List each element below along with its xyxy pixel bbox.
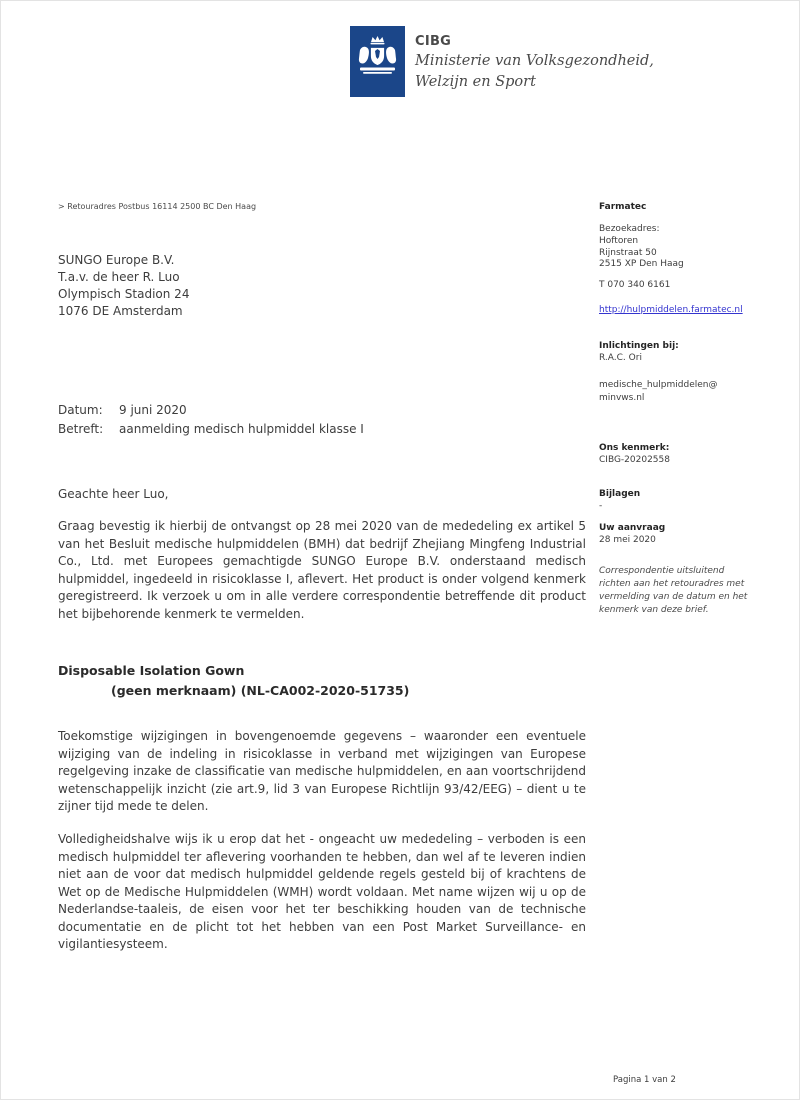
bijlagen-label: Bijlagen xyxy=(599,489,641,499)
email-line: minvws.nl xyxy=(599,392,645,403)
sidebar-email xyxy=(599,379,754,404)
contact-name: R.A.C. Ori xyxy=(599,353,642,363)
sidebar-website xyxy=(599,305,754,315)
ministry-name-line2: Welzijn en Sport xyxy=(415,74,536,90)
recipient-line: 1076 DE Amsterdam xyxy=(58,304,183,318)
rijksoverheid-logo xyxy=(350,26,405,97)
salutation: Geachte heer Luo, xyxy=(58,487,169,501)
page-number: Pagina 1 van 2 xyxy=(613,1075,676,1085)
sidebar-reference xyxy=(599,442,754,466)
aanvraag-value: 28 mei 2020 xyxy=(599,535,656,545)
product-registration xyxy=(58,661,409,701)
org-name: CIBG xyxy=(415,34,452,49)
sidebar-attachments xyxy=(599,489,754,512)
datum-row xyxy=(58,401,364,420)
betreft-label: Betreft: xyxy=(58,421,104,436)
body-paragraph-3: Volledigheidshalve wijs ik u erop dat het - ongeacht uw mededeling – verboden is een medisch hulpmiddel ter aflevering voorhanden te hebben, dan wel af te leveren indien niet aan de voor dat medisch hulpmiddel geldende regels gesteld bij of krachtens de Wet op de Medische Hulpmiddelen (WMH) wordt voldaan. Met name wijzen wij u op de Nederlandse-taaleis, de eisen voor het ter beschikking houden van de technische documentatie en de plicht tot het hebben van een Post Market Surveillance- en vigilantiesysteem. xyxy=(58,832,586,951)
betreft-row xyxy=(58,420,364,439)
coat-of-arms-icon xyxy=(357,34,398,89)
inlichtingen-label: Inlichtingen bij: xyxy=(599,341,679,351)
product-registration-number: (geen merknaam) (NL-CA002-2020-51735) xyxy=(111,683,410,698)
recipient-line: SUNGO Europe B.V. xyxy=(58,253,175,267)
sidebar-department: Farmatec xyxy=(599,202,647,212)
address-line: Rijnstraat 50 xyxy=(599,247,657,258)
bijlagen-value: - xyxy=(599,500,603,511)
address-line: 2515 XP Den Haag xyxy=(599,259,684,270)
body-paragraph-2: Toekomstige wijzigingen in bovengenoemde gegevens – waaronder een eventuele wijziging van de indeling in risicoklasse in verband met wijzigingen van Europese regelgeving inzake de classificatie van medische hulpmiddelen, en aan voortschrijdend wetenschappelijk inzicht (zie art.9, lid 3 van Europese Richtlijn 93/42/EEG) – dient u te zijner tijd mede te delen. xyxy=(58,729,586,813)
sidebar-contact xyxy=(599,340,754,364)
recipient-address xyxy=(58,252,189,320)
email-line: medische_hulpmiddelen@ xyxy=(599,380,718,390)
sidebar-correspondence-note: Correspondentie uitsluitend richten aan het retouradres met vermelding van de datum en het kenmerk van deze brief. xyxy=(599,566,748,615)
datum-value: 9 juni 2020 xyxy=(119,403,187,417)
ministry-name-line1: Ministerie van Volksgezondheid, xyxy=(415,53,654,69)
sidebar-visiting-address xyxy=(599,224,754,271)
return-address: > Retouradres Postbus 16114 2500 BC Den Haag xyxy=(58,202,257,211)
sidebar-phone: T 070 340 6161 xyxy=(599,280,671,290)
bezoekadres-label: Bezoekadres: xyxy=(599,224,660,234)
product-name: Disposable Isolation Gown xyxy=(58,663,245,678)
recipient-line: T.a.v. de heer R. Luo xyxy=(58,270,180,284)
aanvraag-label: Uw aanvraag xyxy=(599,523,666,533)
sidebar-request-date xyxy=(599,522,754,546)
website-link[interactable]: http://hulpmiddelen.farmatec.nl xyxy=(599,305,743,315)
betreft-value: aanmelding medisch hulpmiddel klasse I xyxy=(119,421,364,436)
recipient-line: Olympisch Stadion 24 xyxy=(58,287,190,301)
datum-label: Datum: xyxy=(58,403,103,417)
address-line: Hoftoren xyxy=(599,235,639,246)
letter-meta xyxy=(58,401,364,438)
body-paragraph-1: Graag bevestig ik hierbij de ontvangst op 28 mei 2020 van de mededeling ex artikel 5 van het Besluit medische hulpmiddelen (BMH) dat bedrijf Zhejiang Mingfeng Industrial Co., Ltd. met Europees gemachtigde SUNGO Europe B.V. onderstaand medisch hulpmiddel, ingedeeld in risicoklasse I, aflevert. Het product is onder volgend kenmerk geregistreerd. Ik verzoek u om in alle verdere correspondentie betreffende dit product het bijbehorende kenmerk te vermelden. xyxy=(58,519,586,621)
kenmerk-label: Ons kenmerk: xyxy=(599,443,670,453)
kenmerk-value: CIBG-20202558 xyxy=(599,455,670,465)
